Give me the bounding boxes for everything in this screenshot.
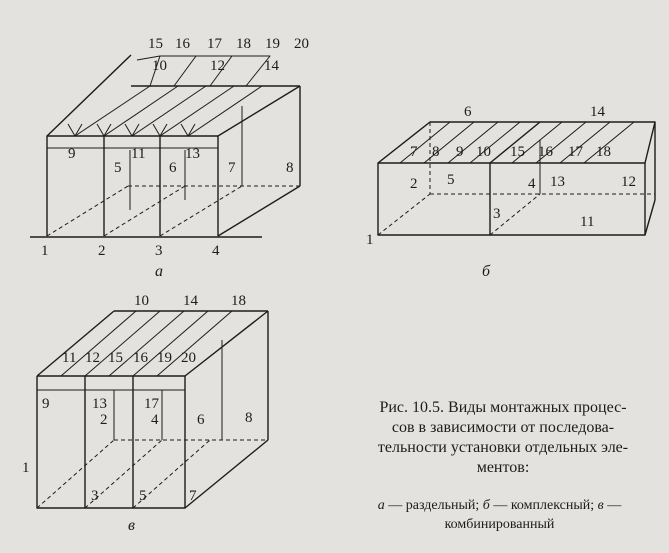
label-1: 1 <box>41 243 49 259</box>
roof-panel-line <box>157 311 232 376</box>
label-10: 10 <box>152 58 167 74</box>
legend-text-a: — раздельный; <box>384 498 483 513</box>
depth-line <box>37 311 114 376</box>
label-18: 18 <box>596 144 611 160</box>
label-9: 9 <box>456 144 464 160</box>
roof-notch <box>97 124 111 136</box>
label-13: 13 <box>92 396 107 412</box>
roof-notch <box>68 124 82 136</box>
label-7: 7 <box>189 488 197 504</box>
depth-line <box>218 86 300 136</box>
label-14: 14 <box>590 104 605 120</box>
figure-legend <box>330 496 669 534</box>
label-6: 6 <box>464 104 472 120</box>
subfigure-a <box>30 36 309 280</box>
label-16: 16 <box>538 144 553 160</box>
roof-panel-line <box>188 86 262 136</box>
label-9: 9 <box>42 396 50 412</box>
label-15: 15 <box>108 350 123 366</box>
legend-line-2: комбинированный <box>444 517 555 532</box>
label-2: 2 <box>410 176 418 192</box>
label-11: 11 <box>131 146 146 162</box>
caption-line: ментов: <box>476 459 530 476</box>
roof-panel-line <box>132 86 206 136</box>
label-3: 3 <box>493 206 501 222</box>
legend-text-v: — <box>603 498 622 513</box>
roof-panel-line <box>400 122 450 163</box>
label-3: 3 <box>155 243 163 259</box>
label-18: 18 <box>231 293 246 309</box>
roof-panel-line <box>104 86 178 136</box>
roof-panel-line <box>61 311 136 376</box>
roof-panel-line <box>85 311 160 376</box>
roof-notch <box>153 124 167 136</box>
label-8: 8 <box>245 410 253 426</box>
label-4: 4 <box>151 412 159 428</box>
label-8: 8 <box>286 160 294 176</box>
caption-line: тельности установки отдельных эле- <box>377 439 629 456</box>
subfigure-a-caption: а <box>155 263 163 280</box>
figure-caption <box>338 398 668 478</box>
label-15: 15 <box>510 144 525 160</box>
label-20: 20 <box>294 36 309 52</box>
roof-panel-line <box>75 86 150 136</box>
legend-key-b: б <box>482 498 490 513</box>
label-3: 3 <box>91 488 99 504</box>
depth-line <box>218 186 300 236</box>
depth-line <box>185 440 268 508</box>
subfigure-v-caption: в <box>128 517 135 534</box>
label-2: 2 <box>100 412 108 428</box>
label-18: 18 <box>236 36 251 52</box>
label-9: 9 <box>68 146 76 162</box>
label-17: 17 <box>207 36 222 52</box>
hidden-edge <box>378 194 430 235</box>
label-6: 6 <box>197 412 205 428</box>
label-10: 10 <box>476 144 491 160</box>
label-15: 15 <box>148 36 163 52</box>
label-13: 13 <box>185 146 200 162</box>
subfigure-b <box>366 104 655 280</box>
label-14: 14 <box>264 58 279 74</box>
label-11: 11 <box>580 214 595 230</box>
roof-notch <box>125 124 139 136</box>
label-4: 4 <box>528 176 536 192</box>
depth-line <box>645 200 655 235</box>
front-face <box>378 163 645 235</box>
hidden-edge <box>37 440 114 508</box>
label-6: 6 <box>169 160 177 176</box>
legend-key-v: в <box>597 498 604 513</box>
label-12: 12 <box>621 174 636 190</box>
subfigure-v <box>22 293 268 534</box>
legend-text-b: — комплексный; <box>489 498 598 513</box>
caption-line: сов в зависимости от последова- <box>391 419 615 436</box>
label-19: 19 <box>265 36 280 52</box>
label-7: 7 <box>410 144 418 160</box>
label-5: 5 <box>447 172 455 188</box>
roof-panel-line <box>109 311 184 376</box>
label-20: 20 <box>181 350 196 366</box>
label-2: 2 <box>98 243 106 259</box>
depth-line <box>47 55 131 136</box>
label-1: 1 <box>22 460 30 476</box>
label-5: 5 <box>114 160 122 176</box>
label-16: 16 <box>133 350 148 366</box>
label-7: 7 <box>228 160 236 176</box>
legend-line-1 <box>378 498 621 513</box>
roof-panel-line <box>160 86 234 136</box>
label-10: 10 <box>134 293 149 309</box>
label-12: 12 <box>210 58 225 74</box>
label-19: 19 <box>157 350 172 366</box>
roof-notch <box>181 124 195 136</box>
label-11: 11 <box>62 350 77 366</box>
caption-line: Рис. 10.5. Виды монтажных процес- <box>379 399 627 416</box>
label-17: 17 <box>568 144 583 160</box>
label-13: 13 <box>550 174 565 190</box>
legend-key-a: а <box>377 498 385 513</box>
subfigure-b-caption: б <box>482 263 491 280</box>
label-4: 4 <box>212 243 220 259</box>
label-1: 1 <box>366 232 374 248</box>
label-12: 12 <box>85 350 100 366</box>
label-8: 8 <box>432 144 440 160</box>
label-16: 16 <box>175 36 190 52</box>
label-14: 14 <box>183 293 198 309</box>
label-5: 5 <box>139 488 147 504</box>
label-17: 17 <box>144 396 159 412</box>
